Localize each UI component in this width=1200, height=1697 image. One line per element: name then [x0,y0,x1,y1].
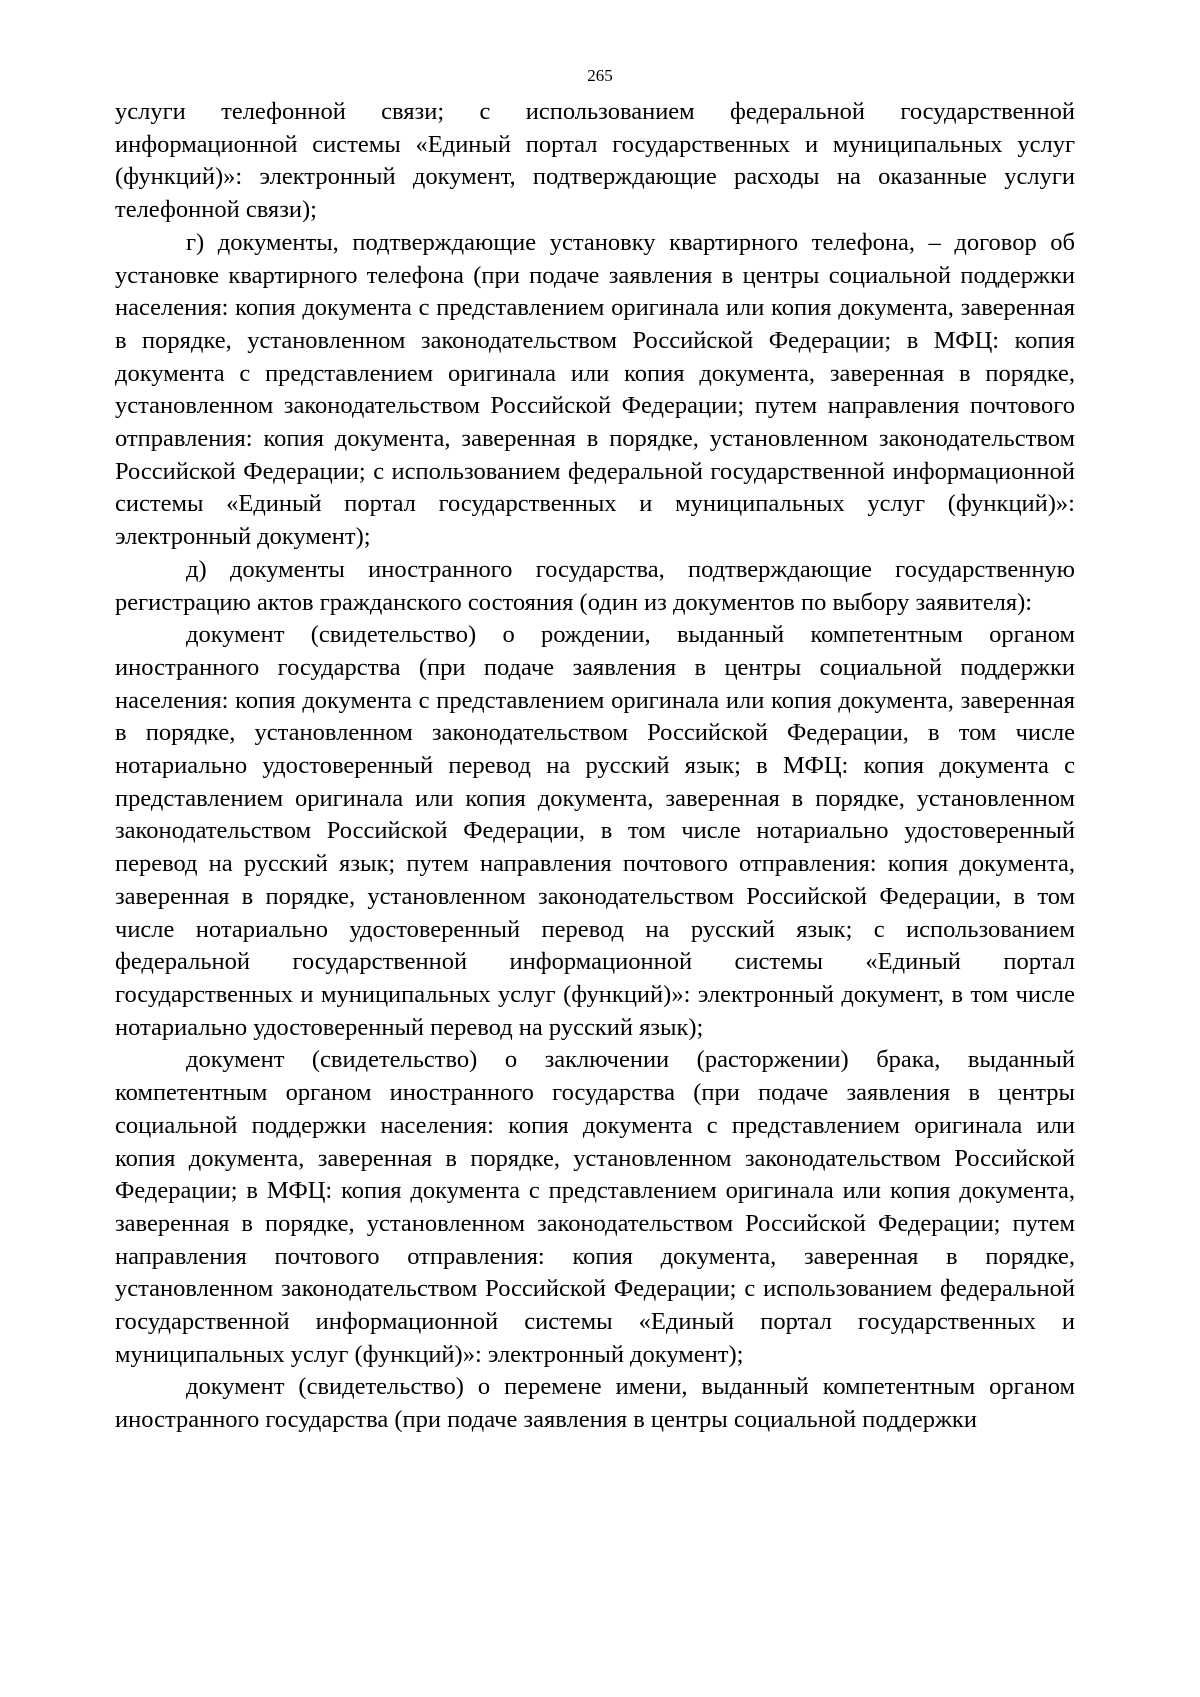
paragraph-marriage-certificate: документ (свидетельство) о заключении (расторжении) брака, выданный компетентным органом иностранного государства (при подаче заявления в центры социальной поддержки населения: копия документа с представлением оригинала или копия документа, заверенная в порядке, установленном законодательством Российской Федерации; в МФЦ: копия документа с представлением оригинала или копия документа, заверенная в порядке, установленном законодательством Российской Федерации; путем направления почтового отправления: копия документа, заверенная в порядке, установленном законодательством Российской Федерации; с использованием федеральной государственной информационной системы «Единый портал государственных и муниципальных услуг (функций)»: электронный документ); [115,1046,1075,1368]
page-number: 265 [587,66,613,85]
paragraph-birth-certificate: документ (свидетельство) о рождении, выданный компетентным органом иностранного государства (при подаче заявления в центры социальной поддержки населения: копия документа с представлением оригинала или копия документа, заверенная в порядке, установленном законодательством Российской Федерации, в том числе нотариально удостоверенный перевод на русский язык; в МФЦ: копия документа с представлением оригинала или копия документа, заверенная в порядке, установленном законодательством Российской Федерации, в том числе нотариально удостоверенный перевод на русский язык; путем направления почтового отправления: копия документа, заверенная в порядке, установленном законодательством Российской Федерации, в том числе нотариально удостоверенный перевод на русский язык; с использованием федеральной государственной информационной системы «Единый портал государственных и муниципальных услуг (функций)»: электронный документ, в том числе нотариально удостоверенный перевод на русский язык); [115,621,1075,1041]
paragraph-name-change-certificate: документ (свидетельство) о перемене имени, выданный компетентным органом иностранного государства (при подаче заявления в центры социальной поддержки [115,1373,1075,1434]
paragraph-item-g: г) документы, подтверждающие установку квартирного телефона, – договор об установке квартирного телефона (при подаче заявления в центры социальной поддержки населения: копия документа с представлением оригинала или копия документа, заверенная в порядке, установленном законодательством Российской Федерации; в МФЦ: копия документа с представлением оригинала или копия документа, заверенная в порядке, установленном законодательством Российской Федерации; путем направления почтового отправления: копия документа, заверенная в порядке, установленном законодательством Российской Федерации; с использованием федеральной государственной информационной системы «Единый портал государственных и муниципальных услуг (функций)»: электронный документ); [115,228,1075,551]
paragraph-item-d: д) документы иностранного государства, подтверждающие государственную регистрацию актов гражданского состояния (один из документов по выбору заявителя): [115,555,1075,616]
document-body [115,96,1075,1437]
paragraph-continuation: услуги телефонной связи; с использованием федеральной государственной информационной системы «Единый портал государственных и муниципальных услуг (функций)»: электронный документ, подтверждающие расходы на оказанные услуги телефонной связи); [115,98,1075,224]
